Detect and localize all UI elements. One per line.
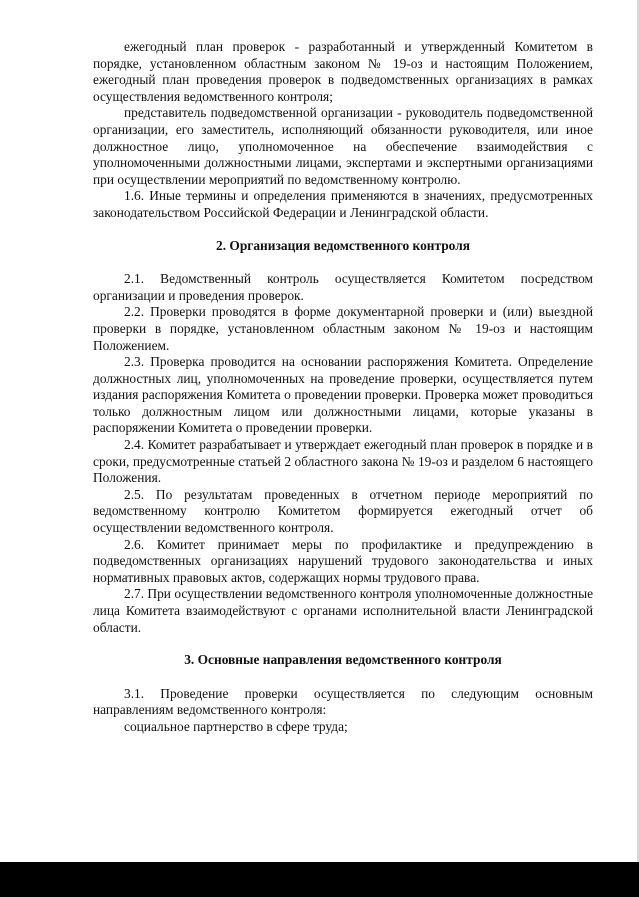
paragraph-2-3: 2.3. Проверка проводится на основании распоряжения Комитета. Определение должностных лиц, уполномоченных на проведение проверки, осуществляется путем издания распоряжения Комитета о проведении проверки. Проверка может проводиться только должностным лицом или должностными лицами, которые указаны в распоряжении Комитета о проведении проверки. [93, 354, 593, 436]
document-body [93, 39, 593, 736]
section-3-heading: 3. Основные направления ведомственного контроля [184, 652, 502, 668]
paragraph-2-6: 2.6. Комитет принимает меры по профилактике и предупреждению в подведомственных организациях нарушений трудового законодательства и иных нормативных правовых актов, содержащих нормы трудового права. [93, 536, 593, 585]
spacer [93, 669, 593, 686]
paragraph-plan-definition: ежегодный план проверок - разработанный и утвержденный Комитетом в порядке, установленном областным законом № 19-оз и настоящим Положением, ежегодный план проведения проверок в подведомственных организациях в рамках осуществления ведомственного контроля; [93, 39, 593, 104]
spacer [93, 222, 593, 238]
paragraph-representative-definition: представитель подведомственной организации - руководитель подведомственной организации, его заместитель, исполняющий обязанности руководителя, или иное должностное лицо, уполномоченное на обеспечение взаимодействия с уполномоченными должностными лицами, экспертами и экспертными организациями при осуществлении мероприятий по ведомственному контролю. [93, 105, 593, 187]
paragraph-2-1: 2.1. Ведомственный контроль осуществляется Комитетом посредством организации и проведения проверок. [93, 271, 593, 303]
scan-edge-bottom [0, 862, 639, 897]
paragraph-3-1: 3.1. Проведение проверки осуществляется по следующим основным направлениям ведомственного контроля: [93, 685, 593, 718]
paragraph-2-7: 2.7. При осуществлении ведомственного контроля уполномоченные должностные лица Комитета взаимодействуют с органами исполнительной власти Ленинградской области. [93, 586, 594, 635]
paragraph-2-4: 2.4. Комитет разрабатывает и утверждает ежегодный план проверок в порядке и в сроки, предусмотренные статьей 2 областного закона № 19-оз и разделом 6 настоящего Положения. [93, 437, 593, 486]
paragraph-social-partnership: социальное партнерство в сфере труда; [124, 718, 348, 734]
paragraph-2-5: 2.5. По результатам проведенных в отчетном периоде мероприятий по ведомственному контролю Комитетом формируется ежегодный отчет об осуществлении ведомственного контроля. [93, 486, 593, 536]
spacer [93, 636, 593, 652]
section-2-heading: 2. Организация ведомственного контроля [216, 237, 470, 253]
paragraph-1-6: 1.6. Иные термины и определения применяются в значениях, предусмотренных законодательством Российской Федерации и Ленинградской области. [93, 188, 593, 220]
spacer [93, 254, 593, 271]
paragraph-2-2: 2.2. Проверки проводятся в форме документарной проверки и (или) выездной проверки в порядке, установленном областным законом № 19-оз и настоящим Положением. [93, 304, 593, 353]
